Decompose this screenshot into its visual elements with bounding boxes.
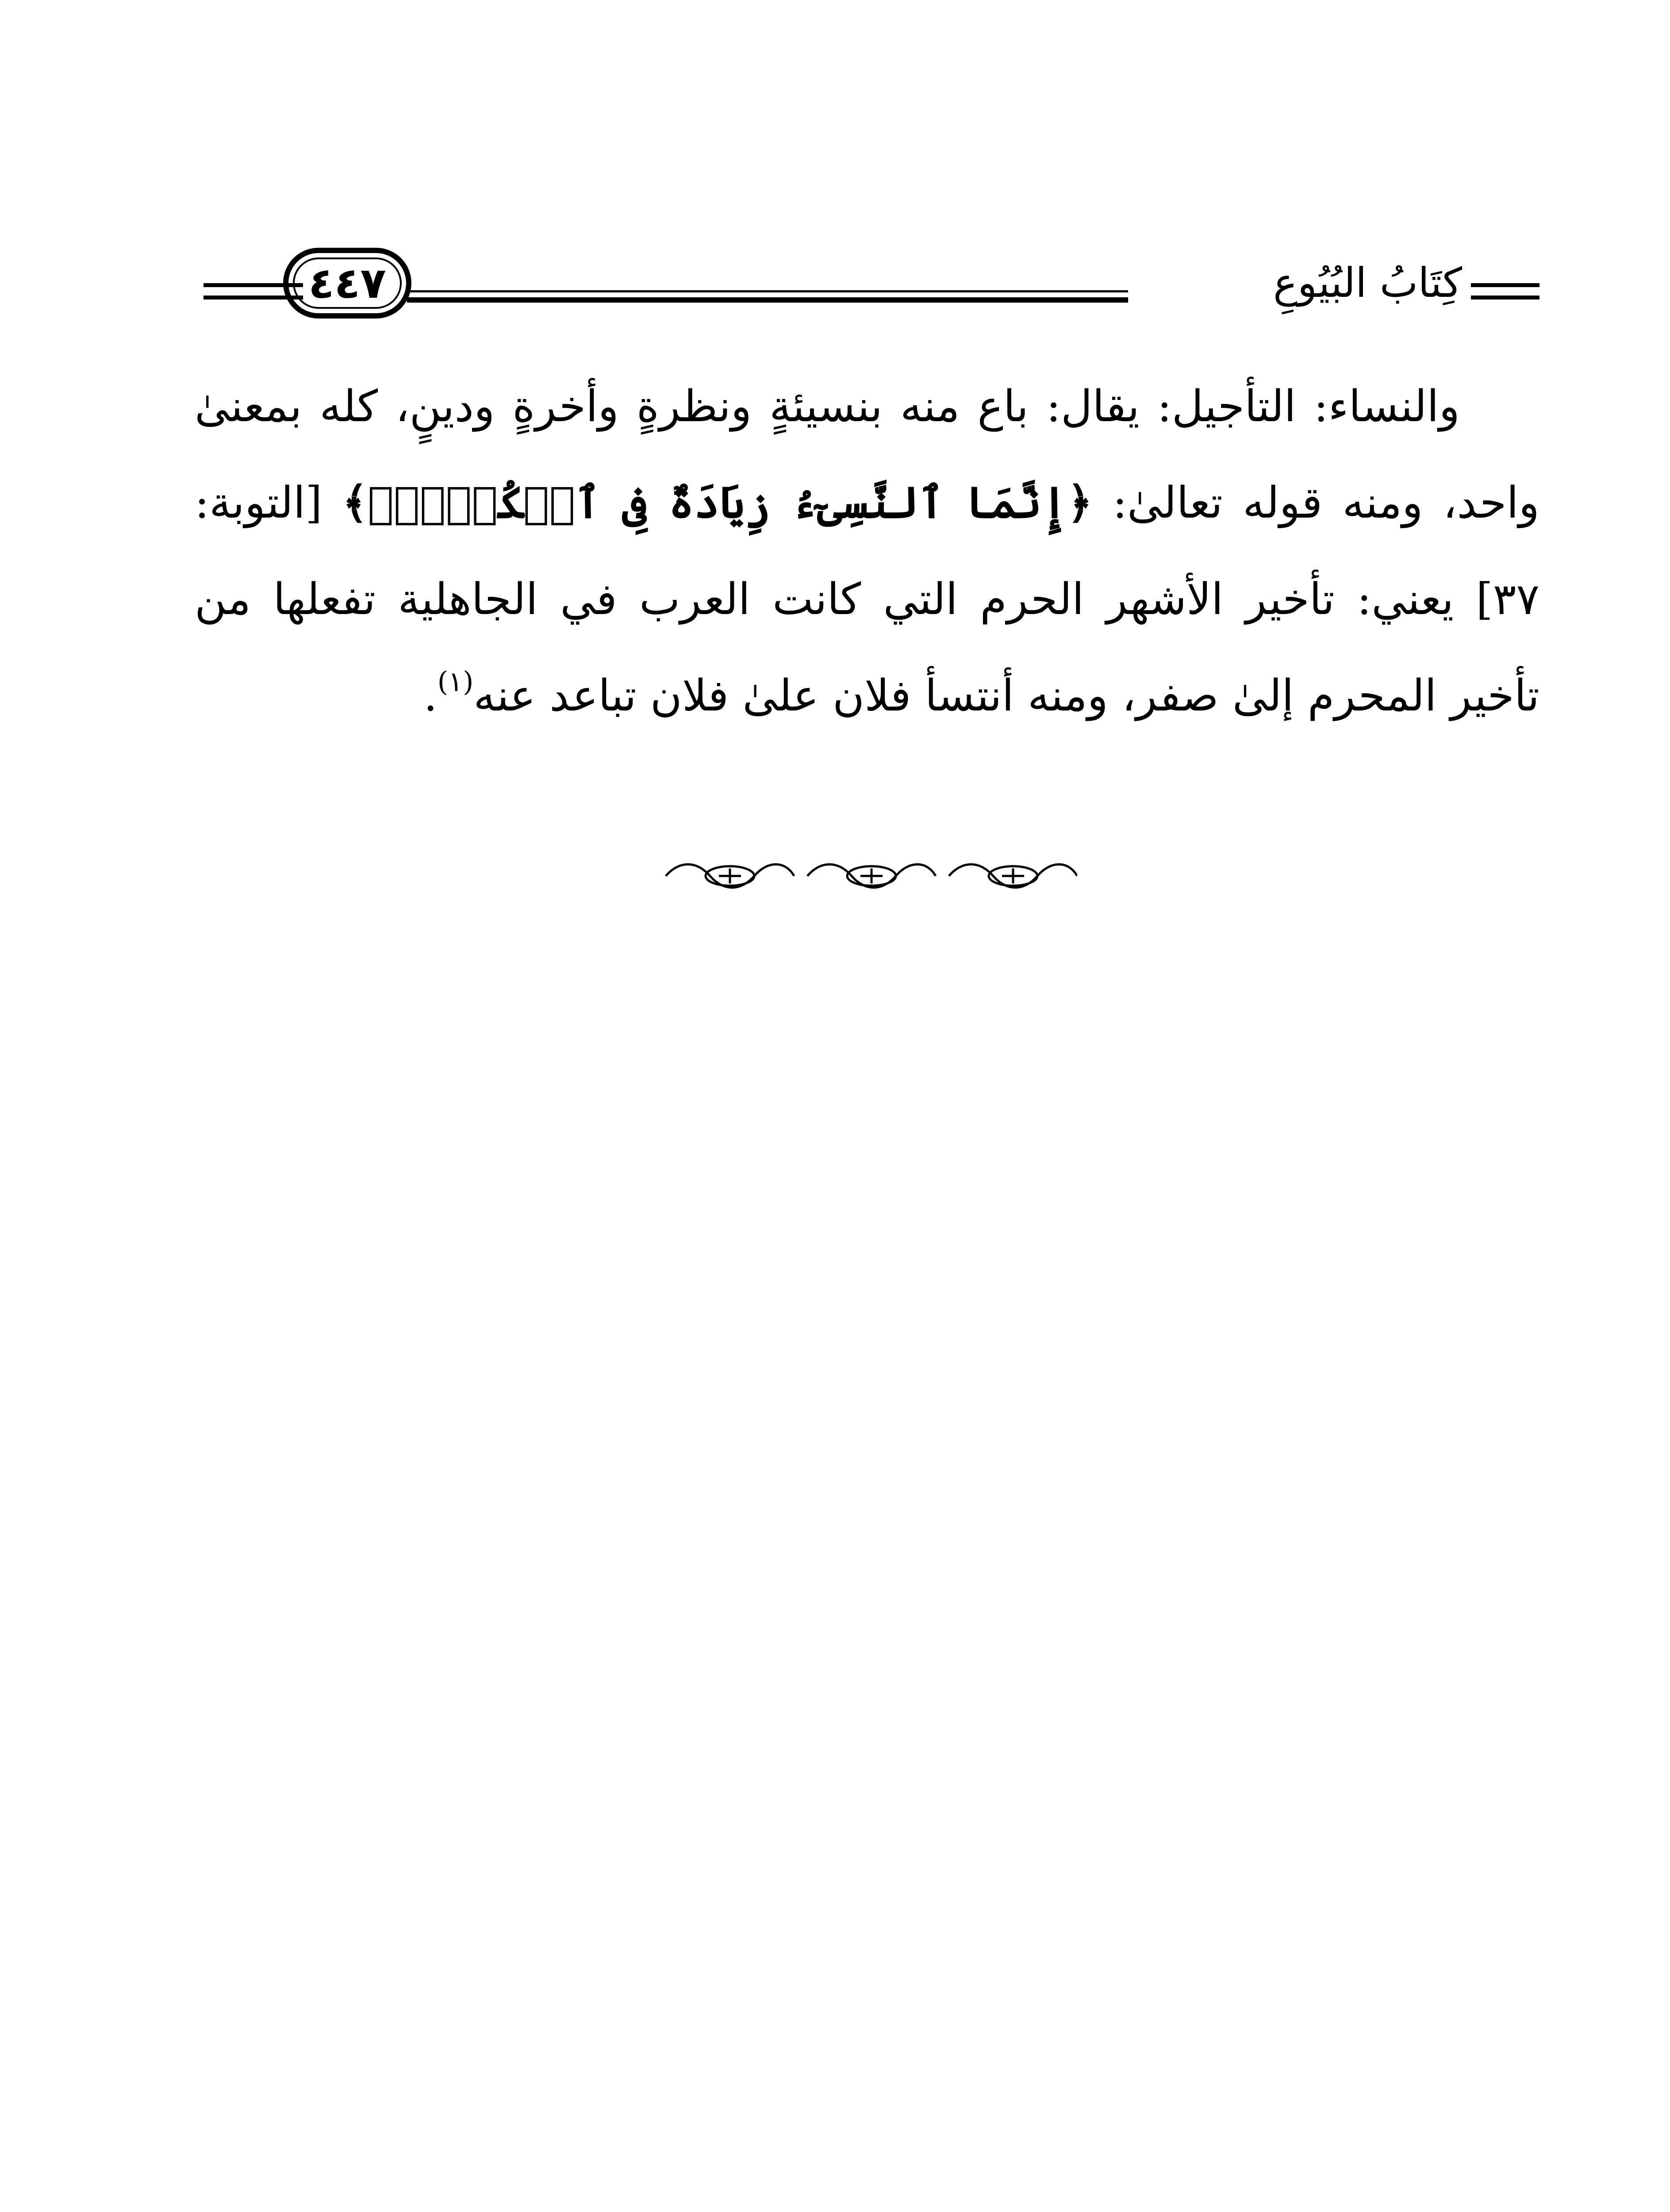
quran-verse: ﴿إِنَّمَا ٱلنَّسِىٓءُ زِيَادَةٌ فِى ٱلۡكُفۡرِۖ﴾ xyxy=(342,477,1093,528)
main-paragraph xyxy=(195,358,1539,744)
paragraph-end: . xyxy=(423,671,438,721)
page-number: ٤٤٧ xyxy=(308,258,386,308)
header-rule-left-top xyxy=(203,283,303,287)
header-rule-center-thick xyxy=(407,297,1128,303)
header-rule-right-top xyxy=(1471,283,1539,287)
header-rule-left-bottom xyxy=(203,296,303,300)
header-rule-center-thin xyxy=(407,290,1128,292)
paragraph-lead: والنساء: التأجيل: يقال: باع منه بنسيئةٍ ونظرةٍ وأخرةٍ ودينٍ، كله بمعنىٰ واحد، ومنه قوله تعالىٰ: xyxy=(195,381,1539,528)
section-divider-ornament xyxy=(661,856,1077,896)
footnote-reference: (١) xyxy=(437,665,474,698)
running-header-title: كِتَابُ البُيُوعِ xyxy=(1273,259,1462,307)
header-rule-right-bottom xyxy=(1471,296,1539,300)
paragraph-rest: [التوبة: ٣٧] يعني: تأخير الأشهر الحرم التي كانت العرب في الجاهلية تفعلها من تأخير المحرم إلىٰ صفر، ومنه أنتسأ فلان علىٰ فلان تباعد عنه xyxy=(195,478,1539,721)
